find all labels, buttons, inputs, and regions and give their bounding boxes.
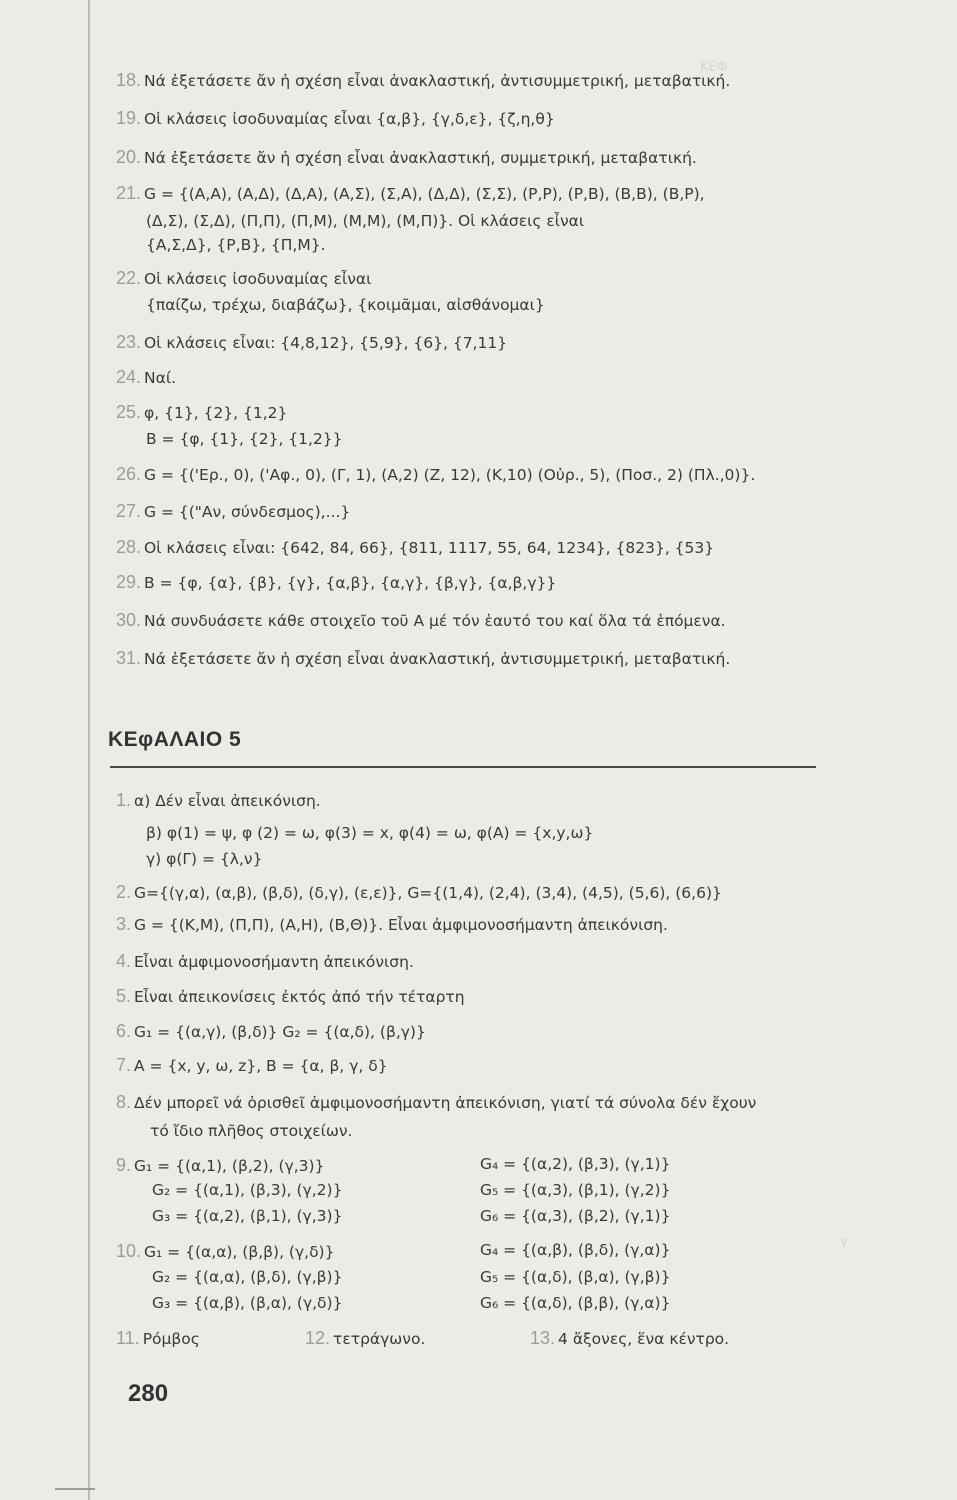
answer-item: 6. G₁ = {(α,γ), (β,δ)} G₂ = {(α,δ), (β,γ)} [116,1021,426,1041]
answer-continuation: G₂ = {(α,α), (β,δ), (γ,β)} [152,1268,343,1286]
page-edge-mark [55,1488,95,1490]
answer-item: 8. Δέν μπορεῖ νά ὁρισθεῖ ἀμφιμονοσήμαντη ἀπεικόνιση, γιατί τά σύνολα δέν ἔχουν [116,1092,757,1112]
answer-item: 2. G={(γ,α), (α,β), (β,δ), (δ,γ), (ε,ε)}, G={(1,4), (2,4), (3,4), (4,5), (5,6), (6,6)} [116,882,722,902]
answer-item: 23. Οἱ κλάσεις εἶναι: {4,8,12}, {5,9}, {6}, {7,11} [116,332,508,352]
answer-item: 28. Οἱ κλάσεις εἶναι: {642, 84, 66}, {811, 1117, 55, 64, 1234}, {823}, {53} [116,537,715,557]
answer-item: 12. τετράγωνο. [305,1328,426,1348]
bleed-through-text: ΚΕΦ [700,60,727,75]
heading-rule [110,766,816,768]
answer-item: 29. Β = {φ, {α}, {β}, {γ}, {α,β}, {α,γ}, {β,γ}, {α,β,γ}} [116,572,557,592]
answer-item: 20. Νά ἐξετάσετε ἄν ἡ σχέση εἶναι ἀνακλαστική, συμμετρική, μεταβατική. [116,147,697,167]
page-fold-shadow [88,0,90,1500]
answer-right-column: G₆ = {(α,3), (β,2), (γ,1)} [480,1207,671,1225]
answer-item: 21. G = {(Α,Α), (Α,Δ), (Δ,Α), (Α,Σ), (Σ,Α), (Δ,Δ), (Σ,Σ), (Ρ,Ρ), (Ρ,Β), (Β,Β), (Β,Ρ), [116,183,705,203]
answer-continuation: G₃ = {(α,2), (β,1), (γ,3)} [152,1207,343,1225]
answer-continuation: {Α,Σ,Δ}, {Ρ,Β}, {Π,Μ}. [146,236,326,254]
answer-continuation: β) φ(1) = ψ, φ (2) = ω, φ(3) = x, φ(4) = ω, φ(Α) = {x,y,ω} [146,824,594,842]
answer-right-column: G₄ = {(α,2), (β,3), (γ,1)} [480,1155,671,1173]
answer-item: 4. Εἶναι ἀμφιμονοσήμαντη ἀπεικόνιση. [116,951,414,971]
answer-item: 10. G₁ = {(α,α), (β,β), (γ,δ)} [116,1241,335,1261]
answer-right-column: G₅ = {(α,δ), (β,α), (γ,β)} [480,1268,671,1286]
answer-item: 9. G₁ = {(α,1), (β,2), (γ,3)} [116,1155,325,1175]
page-number: 280 [128,1380,169,1407]
answer-item: 22. Οἱ κλάσεις ἰσοδυναμίας εἶναι [116,268,372,288]
answer-item: 13. 4 ἄξονες, ἕνα κέντρο. [530,1328,730,1348]
answer-right-column: G₅ = {(α,3), (β,1), (γ,2)} [480,1181,671,1199]
answer-right-column: G₆ = {(α,δ), (β,β), (γ,α)} [480,1294,671,1312]
answer-item: 19. Οἱ κλάσεις ἰσοδυναμίας εἶναι {α,β}, {γ,δ,ε}, {ζ,η,θ} [116,108,555,128]
answer-item: 25. φ, {1}, {2}, {1,2} [116,402,288,422]
answer-continuation: (Δ,Σ), (Σ,Δ), (Π,Π), (Π,Μ), (Μ,Μ), (Μ,Π)}. Οἱ κλάσεις εἶναι [146,212,585,230]
answer-continuation: G₃ = {(α,β), (β,α), (γ,δ)} [152,1294,343,1312]
answer-continuation: γ) φ(Γ) = {λ,ν} [146,850,263,868]
answer-item: 11. Ρόμβος [116,1328,200,1348]
answer-item: 5. Εἶναι ἀπεικονίσεις ἐκτός ἀπό τήν τέταρτη [116,986,465,1006]
answer-continuation: G₂ = {(α,1), (β,3), (γ,2)} [152,1181,343,1199]
answer-item: 27. G = {("Αν, σύνδεσμος),...} [116,501,351,521]
bleed-through-text: γ [840,1235,848,1250]
answer-item: 24. Ναί. [116,367,177,387]
answer-item: 26. G = {('Ερ., 0), ('Αφ., 0), (Γ, 1), (Α,2) (Ζ, 12), (Κ,10) (Οὐρ., 5), (Ποσ., 2) (Πλ.,0)}. [116,464,756,484]
answer-item: 1. α) Δέν εἶναι ἀπεικόνιση. [116,790,321,810]
answer-item: 7. Α = {x, y, ω, z}, Β = {α, β, γ, δ} [116,1055,388,1075]
chapter-heading: ΚΕφΑΛΑΙΟ 5 [108,728,242,751]
answer-continuation: Β = {φ, {1}, {2}, {1,2}} [146,430,343,448]
answer-item: 30. Νά συνδυάσετε κάθε στοιχεῖο τοῦ Α μέ τόν ἑαυτό του καί ὅλα τά ἑπόμενα. [116,610,726,630]
answer-continuation: {παίζω, τρέχω, διαβάζω}, {κοιμᾶμαι, αἰσθάνομαι} [146,296,545,314]
answer-item: 3. G = {(Κ,Μ), (Π,Π), (Α,Η), (Β,Θ)}. Εἶναι ἀμφιμονοσήμαντη ἀπεικόνιση. [116,914,668,934]
answer-item: 31. Νά ἐξετάσετε ἄν ἡ σχέση εἶναι ἀνακλαστική, ἀντισυμμετρική, μεταβατική. [116,648,731,668]
answer-item: 18. Νά ἐξετάσετε ἄν ἡ σχέση εἶναι ἀνακλαστική, ἀντισυμμετρική, μεταβατική. [116,70,731,90]
answer-continuation: τό ἴδιο πλῆθος στοιχείων. [150,1122,353,1140]
answer-right-column: G₄ = {(α,β), (β,δ), (γ,α)} [480,1241,671,1259]
